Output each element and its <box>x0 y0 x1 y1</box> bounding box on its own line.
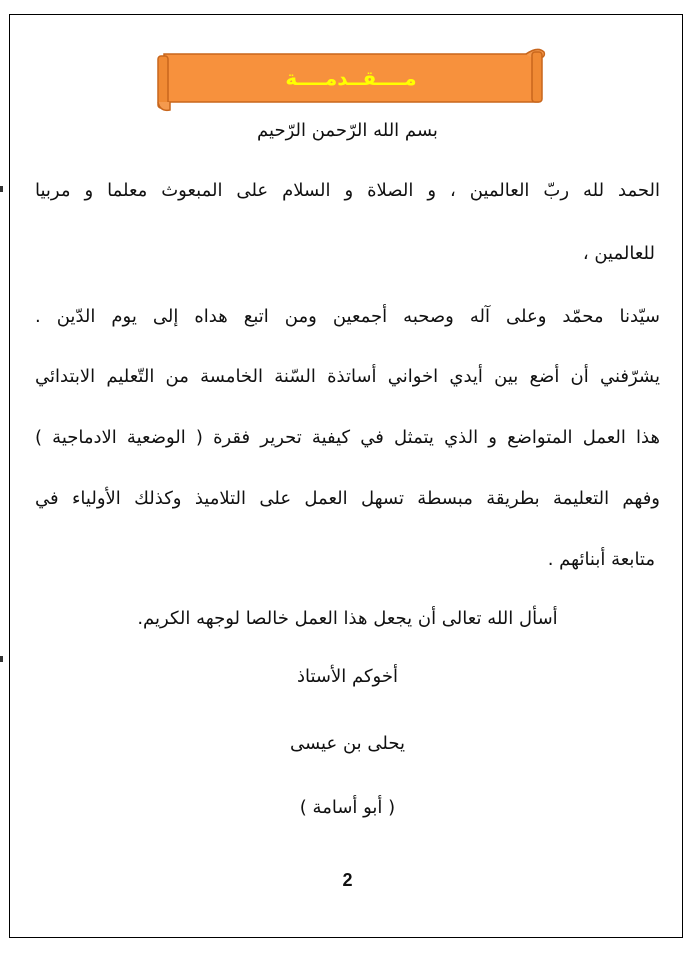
body-line: سيّدنا محمّد وعلى آله وصحبه أجمعين ومن اتبع هداه إلى يوم الدّين . <box>35 306 660 327</box>
body-line: متابعة أبنائهم . <box>547 549 655 570</box>
basmala-line: بسم الله الرّحمن الرّحيم <box>257 120 438 141</box>
left-edge-mark <box>0 186 3 192</box>
left-edge-mark <box>0 656 3 662</box>
body-line: وفهم التعليمة بطريقة مبسطة تسهل العمل على التلاميذ وكذلك الأولياء في <box>35 488 660 509</box>
body-line: هذا العمل المتواضع و الذي يتمثل في كيفية تحرير فقرة ( الوضعية الادماجية ) <box>35 427 660 448</box>
body-line: يشرّفني أن أضع بين أيدي اخواني أساتذة السّنة الخامسة من التّعليم الابتدائي <box>35 366 660 387</box>
body-line: أسأل الله تعالى أن يجعل هذا العمل خالصا لوجهه الكريم. <box>137 608 558 629</box>
author-name: يحلى بن عيسى <box>290 733 405 754</box>
body-line: الحمد لله ربّ العالمين ، و الصلاة و السلام على المبعوث معلما و مربيا <box>35 180 660 201</box>
page-number: 2 <box>342 870 353 890</box>
banner-title: مــــقــدمــــة <box>285 66 417 90</box>
body-line: للعالمين ، <box>582 243 655 264</box>
signature-greeting: أخوكم الأستاذ <box>297 666 398 687</box>
author-kunya: ( أبو أسامة ) <box>299 797 396 818</box>
title-scroll-banner <box>156 46 546 112</box>
